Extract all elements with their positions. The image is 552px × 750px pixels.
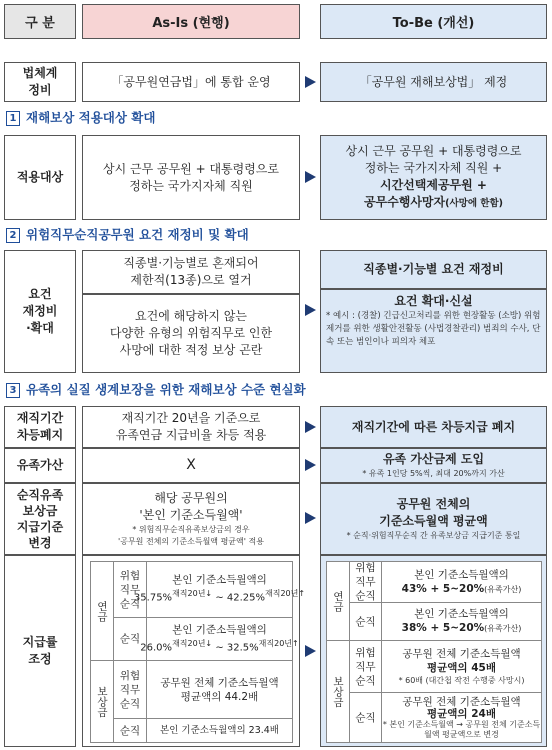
scope-asis-line: 정하는 국가지자체 직원 [129, 178, 253, 193]
tobe-pension-normal-value [381, 602, 541, 640]
tobe-lump-danger-label [349, 640, 381, 692]
period-label-line: 재직기간 [16, 411, 64, 425]
section-2-title: 위험직무순직공무원 요건 재정비 및 확대 [26, 227, 249, 242]
arrow-right-icon [305, 171, 316, 183]
tobe-danger-text: 위험직무순직 [355, 562, 376, 602]
req-label-line: ·확대 [26, 321, 54, 335]
asis-p-danger-rate: 35.75% [133, 592, 173, 604]
scope-label [4, 135, 76, 220]
addition-tobe-note: * 유족 1인당 5%씩, 최대 20%까지 가산 [362, 469, 505, 478]
asis-pension-danger-value [133, 562, 306, 617]
req-tobe-bottom [320, 289, 547, 373]
addition-asis [82, 448, 300, 483]
base-label [4, 483, 76, 555]
scope-tobe-line: 시간선택제공무원 + [380, 178, 487, 192]
arrow-right-icon [305, 76, 316, 88]
addition-tobe-text: 유족 가산금제 도입 [382, 452, 485, 466]
asis-p-normal-sup: 재직20년↑ [258, 638, 299, 648]
asis-lump-normal-value [146, 718, 292, 742]
tobe-normal-text: 순직 [355, 711, 376, 724]
arrow-right-icon [305, 512, 316, 524]
req-asis-line: 다양한 유형의 위험직무로 인한 [109, 326, 273, 340]
rate-asis-table [90, 561, 306, 743]
tobe-l-danger-line: 평균액의 45배 [427, 661, 496, 674]
asis-p-normal-line: 본인 기준소득월액의 [172, 623, 267, 636]
base-label-line: 순직유족 [16, 488, 64, 502]
addition-tobe [320, 448, 547, 483]
req-tobe-bottom-note: * 예시 : (경찰) 긴급신고처리를 위한 현장활동 (소방) 위험제거를 위한 생활안전활동 (사법경찰관리) 범죄의 수사, 단속 또는 범인이나 피의자 체포 [326, 311, 541, 347]
req-asis-line: 제한적(13종)으로 열거 [130, 273, 252, 287]
tobe-p-normal-rate: 38% + 5~20% [401, 622, 485, 634]
tobe-l-normal-line: 공무원 전체 기준소득월액 [402, 695, 521, 708]
asis-l-danger-line: 평균액의 44.2배 [180, 690, 259, 703]
asis-normal-text: 순직 [119, 724, 141, 737]
base-tobe-line: 기준소득월액 평균액 [379, 514, 488, 528]
addition-asis-mark: X [186, 457, 196, 473]
rate-label-line: 지급률 [22, 635, 58, 649]
section-1-title: 재해보상 적용대상 확대 [26, 110, 156, 125]
tobe-pension-danger-label [349, 562, 381, 602]
req-asis-line: 사망에 대한 적정 보상 곤란 [119, 343, 263, 357]
asis-lump-normal-label [113, 718, 146, 742]
asis-lump-text: 보상금 [96, 685, 108, 718]
tobe-normal-text: 순직 [355, 615, 376, 628]
req-tobe-top-text: 직종별·기능별 요건 재정비 [363, 262, 504, 276]
period-tobe-text: 재직기간에 따른 차등지급 폐지 [351, 419, 516, 434]
scope-tobe [320, 135, 547, 220]
tobe-pension-danger-value [381, 562, 541, 602]
req-asis-top [82, 250, 300, 294]
scope-tobe-line: 상시 근무 공무원 + 대통령령으로 [345, 144, 522, 158]
asis-danger-text: 위험직무순직 [119, 669, 141, 710]
header-tobe [320, 4, 547, 39]
scope-asis [82, 135, 300, 220]
tobe-p-danger-rate: 43% + 5~20% [401, 582, 485, 595]
section-3-number: 3 [6, 383, 20, 398]
arrow-right-icon [305, 645, 316, 657]
asis-p-danger-line: 본인 기준소득월액의 [172, 574, 267, 587]
base-label-line: 보상금 [22, 504, 58, 518]
tobe-p-normal-line: 본인 기준소득월액의 [414, 608, 509, 620]
asis-lump-danger-label [113, 660, 146, 718]
base-asis-line: 해당 공무원의 [154, 491, 228, 505]
legal-tobe [320, 62, 547, 102]
asis-danger-text: 위험직무순직 [119, 569, 141, 610]
req-label [4, 250, 76, 373]
header-tobe-label: To-Be (개선) [392, 16, 475, 31]
legal-tobe-text: 「공무원 재해보상법」 제정 [359, 74, 508, 89]
period-asis [82, 406, 300, 448]
rate-label [4, 555, 76, 747]
section-2-heading [6, 226, 546, 244]
tobe-p-danger-note: (유족가산) [484, 584, 522, 594]
section-3-title: 유족의 실질 생계보장을 위한 재해보상 수준 현실화 [26, 382, 306, 397]
req-tobe-bottom-title: 요건 확대·신설 [394, 294, 473, 308]
scope-tobe-line: 정하는 국가지자체 직원 + [364, 161, 503, 175]
tobe-pension-text: 연금 [332, 590, 344, 612]
tobe-l-danger-note: * 60배 (대간첩 작전 수행중 사망시) [398, 675, 525, 685]
tobe-danger-text: 위험직무순직 [355, 646, 376, 687]
rate-label-line: 조정 [28, 652, 52, 666]
asis-lump-danger-value [146, 660, 292, 718]
section-3-heading [6, 381, 546, 399]
tobe-pension-normal-label [349, 602, 381, 640]
base-asis-note: * 위험직무순직유족보상금의 경우 [132, 525, 250, 534]
legal-asis [82, 62, 300, 102]
base-tobe-line: 공무원 전체의 [396, 497, 471, 511]
addition-label [4, 448, 76, 483]
asis-l-normal-text: 본인 기준소득월액의 23.4배 [160, 724, 279, 736]
rate-tobe-table [326, 561, 542, 743]
header-asis-label: As-Is (현행) [152, 16, 230, 31]
asis-p-danger-sup: 재직20년↓ [172, 589, 213, 599]
section-2-number: 2 [6, 228, 20, 243]
base-tobe [320, 483, 547, 555]
asis-l-danger-line: 공무원 전체 기준소득월액 [160, 676, 279, 689]
tobe-lump-label [327, 640, 349, 742]
scope-label-text: 적용대상 [16, 170, 64, 184]
tobe-lump-normal-label [349, 692, 381, 742]
asis-p-danger-rate: ~ 42.25% [215, 592, 266, 604]
header-category [4, 4, 76, 39]
legal-label: 법체계 정비 [4, 62, 76, 102]
tobe-lump-text: 보상금 [332, 675, 344, 708]
period-asis-line: 유족연금 지급비율 차등 적용 [115, 428, 267, 442]
base-asis-note: '공무원 전체의 기준소득월액 평균액' 적용 [118, 537, 264, 546]
asis-p-normal-rate: ~ 32.5% [215, 642, 259, 654]
asis-normal-text: 순직 [119, 633, 141, 645]
asis-p-normal-rate: 26.0% [140, 642, 173, 654]
tobe-p-danger-line: 본인 기준소득월액의 [414, 568, 509, 581]
tobe-l-danger-line: 공무원 전체 기준소득월액 [402, 647, 521, 660]
scope-tobe-note: (사망에 한함) [445, 198, 504, 209]
asis-p-danger-sup: 재직20년↑ [265, 589, 306, 599]
arrow-right-icon [305, 304, 316, 316]
tobe-lump-danger-value [381, 640, 541, 692]
arrow-right-icon [305, 421, 316, 433]
tobe-l-normal-line: 평균액의 24배 [427, 707, 496, 720]
section-1-heading [6, 109, 546, 127]
section-1-number: 1 [6, 111, 20, 126]
tobe-l-normal-note: * 본인 기준소득월액 → 공무원 전체 기준소득월액 평균액으로 변경 [382, 719, 541, 739]
period-asis-line: 재직기간 20년을 기준으로 [121, 411, 261, 425]
base-tobe-note: * 순직·위험직무순직 간 유족보상금 지급기준 통일 [346, 531, 521, 540]
base-asis-line: '본인 기준소득월액' [139, 508, 243, 522]
period-label [4, 406, 76, 448]
req-label-line: 재정비 [22, 304, 58, 318]
tobe-p-normal-note: (유족가산) [484, 624, 522, 633]
base-label-line: 지급기준 [16, 520, 64, 534]
scope-asis-line: 상시 근무 공무원 + 대통령령으로 [102, 161, 279, 176]
asis-lump-label [91, 660, 113, 742]
req-tobe-top [320, 250, 547, 289]
addition-label-text: 유족가산 [16, 458, 64, 472]
req-asis-line: 요건에 해당하지 않는 [135, 309, 247, 323]
legal-asis-text: 「공무원연금법」에 통합 운영 [111, 74, 271, 89]
header-category-label: 구 분 [25, 16, 55, 31]
asis-pension-text: 연금 [96, 600, 108, 622]
period-tobe [320, 406, 547, 448]
base-label-line: 변경 [28, 536, 52, 550]
asis-pension-label [91, 562, 113, 660]
req-asis-line: 직종별·기능별로 혼재되어 [123, 256, 259, 270]
tobe-pension-label [327, 562, 349, 640]
asis-pension-normal-value [140, 617, 299, 660]
scope-tobe-line: 공무수행사망자 [363, 195, 446, 209]
header-asis [82, 4, 300, 39]
req-label-line: 요건 [28, 287, 52, 301]
base-asis [82, 483, 300, 555]
asis-p-normal-sup: 재직20년↓ [172, 638, 213, 648]
tobe-lump-normal-value [381, 692, 541, 742]
period-label-line: 차등폐지 [16, 428, 64, 442]
req-asis-bottom [82, 294, 300, 373]
arrow-right-icon [305, 459, 316, 471]
